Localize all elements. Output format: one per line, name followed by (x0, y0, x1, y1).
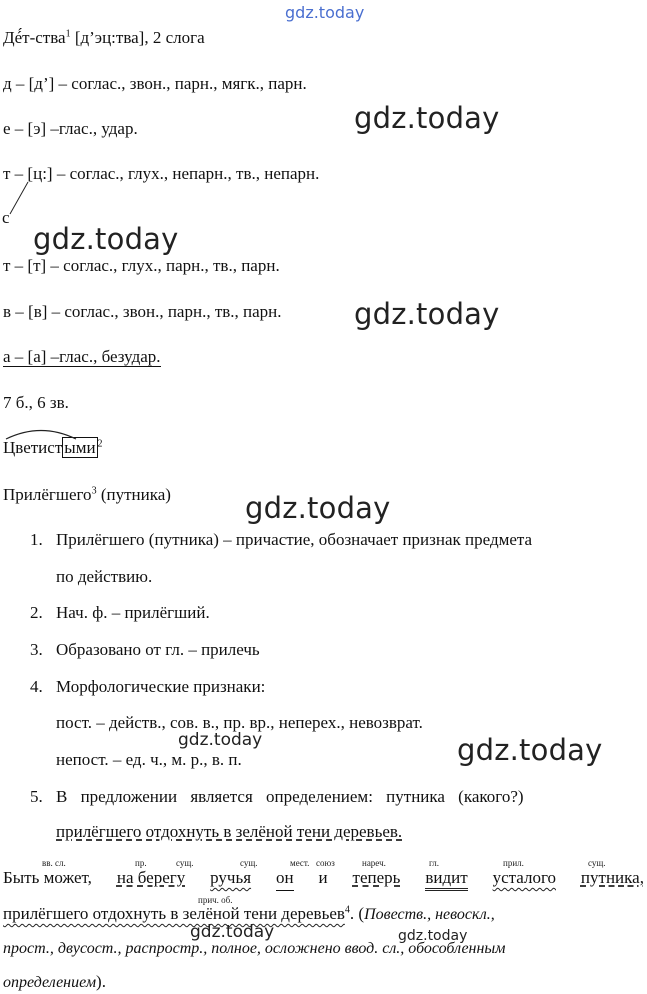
sentence-attribute-1: ручья (210, 868, 252, 887)
sentence-line-2 (3, 904, 495, 924)
phonetic-line-s: с (2, 208, 10, 227)
watermark-small: gdz.today (190, 922, 275, 942)
sentence-adverbial-time: теперь (352, 868, 401, 887)
annotation-preposition: пр. (135, 858, 147, 868)
morph-item-text: В предложении является определением: путника (какого?) (56, 787, 524, 806)
morph-item-number: 1. (30, 530, 43, 549)
morph-item-text: Прилёгшего (путника) – причастие, обозначает признак предмета (56, 530, 533, 549)
morph-var-features: непост. – ед. ч., м. р., в. п. (56, 750, 242, 769)
phonetic-line-d: д – [д’] – соглас., звон., парн., мягк., парн. (3, 74, 307, 93)
morphemic-root: Цветист (3, 438, 63, 457)
sentence-footnote: 4 (344, 904, 350, 916)
morph-item-text: Нач. ф. – прилёгший. (56, 603, 210, 622)
morph-item-number: 5. (30, 787, 43, 806)
sentence-line-1 (3, 868, 644, 891)
morph-item-5-participle-phrase: прилёгшего отдохнуть в зелёной тени деревьев. (56, 822, 403, 841)
phonetic-line-a (3, 347, 161, 367)
sentence-predicate: видит (425, 868, 467, 891)
morphemic-footnote: 2 (97, 438, 103, 450)
sentence-line-2-punct: . ( (349, 904, 365, 923)
morph-item-number: 2. (30, 603, 43, 622)
sentence-attribute-2: усталого (492, 868, 556, 887)
morph-item-2 (30, 603, 210, 623)
watermark-big: gdz.today (245, 491, 391, 525)
watermark-small: gdz.today (398, 928, 468, 944)
morph-item-3 (30, 640, 260, 660)
morph-heading (3, 485, 171, 505)
morphemic-ending: ыми (64, 438, 96, 457)
phonetic-line-t2: т – [т] – соглас., глух., парн., тв., парн. (3, 256, 280, 275)
morph-item-5 (30, 787, 644, 807)
watermark-small: gdz.today (178, 730, 263, 750)
phonetic-line-t1: т – [ц:] – соглас., глух., непарн., тв., непарн. (3, 164, 320, 183)
annotation-participle-phrase: прич. об. (198, 895, 233, 905)
sentence-closing: ). (96, 972, 106, 991)
annotation-adjective: прил. (503, 858, 524, 868)
morph-item-1-cont: по действию. (56, 567, 153, 586)
annotation-intro-word: вв. сл. (42, 858, 66, 868)
annotation-verb: гл. (429, 858, 439, 868)
sentence-adverbial: на берегу (116, 868, 186, 887)
morph-item-text: Морфологические признаки: (56, 677, 266, 696)
morph-item-text: Образовано от гл. – прилечь (56, 640, 260, 659)
morph-item-5-cont (56, 822, 402, 842)
sentence-participle-phrase: прилёгшего отдохнуть в зелёной тени деревьев (3, 904, 345, 923)
phonetic-summary: 7 б., 6 зв. (3, 393, 69, 412)
phonetic-line-a-text: а – [а] –глас., безудар. (3, 347, 161, 366)
morph-item-1 (30, 530, 532, 550)
phonetic-heading (3, 28, 205, 48)
sentence-characteristics-2: прост., двусост., распростр., полное, осложнено ввод. сл., обособленным (3, 940, 506, 957)
watermark-big: gdz.today (457, 733, 603, 767)
watermark-top: gdz.today (285, 3, 365, 22)
morph-heading-word: Прилёгшего (3, 485, 92, 504)
watermark-big: gdz.today (354, 297, 500, 331)
sentence-characteristics-1: Повеств., невоскл., (364, 906, 495, 923)
sentence-conjunction: и (318, 868, 328, 887)
sentence-line-4 (3, 972, 106, 992)
sentence-subject: он (276, 868, 294, 891)
annotation-pronoun: мест. (290, 858, 310, 868)
morph-item-number: 3. (30, 640, 43, 659)
annotation-noun-3: сущ. (588, 858, 606, 868)
annotation-conjunction: союз (316, 858, 335, 868)
annotation-noun-1: сущ. (176, 858, 194, 868)
phonetic-word-footnote: 1 (65, 28, 71, 40)
phonetic-word: Дé́т-ства (3, 28, 66, 47)
annotation-noun-2: сущ. (240, 858, 258, 868)
phonetic-line-v: в – [в] – соглас., звон., парн., тв., парн. (3, 302, 282, 321)
morph-item-number: 4. (30, 677, 43, 696)
sentence-object: путника, (580, 868, 644, 887)
sentence-characteristics-3: определением (3, 974, 97, 991)
phonetic-transcription: [д’эц:тва], 2 слога (74, 28, 205, 47)
annotation-adverb: нареч. (362, 858, 386, 868)
morphemic-word (3, 438, 103, 458)
morph-const-features: пост. – действ., сов. в., пр. вр., неперех., невозврат. (56, 713, 423, 732)
root-arc-icon (3, 426, 83, 440)
watermark-big: gdz.today (33, 222, 179, 256)
sentence-intro-phrase: Быть может, (3, 868, 92, 887)
link-line-icon (8, 180, 32, 216)
morph-heading-rest: (путника) (100, 485, 171, 504)
morph-item-4 (30, 677, 265, 697)
phonetic-line-e: е – [э] –глас., удар. (3, 119, 138, 138)
morph-heading-footnote: 3 (91, 485, 97, 497)
watermark-big: gdz.today (354, 101, 500, 135)
